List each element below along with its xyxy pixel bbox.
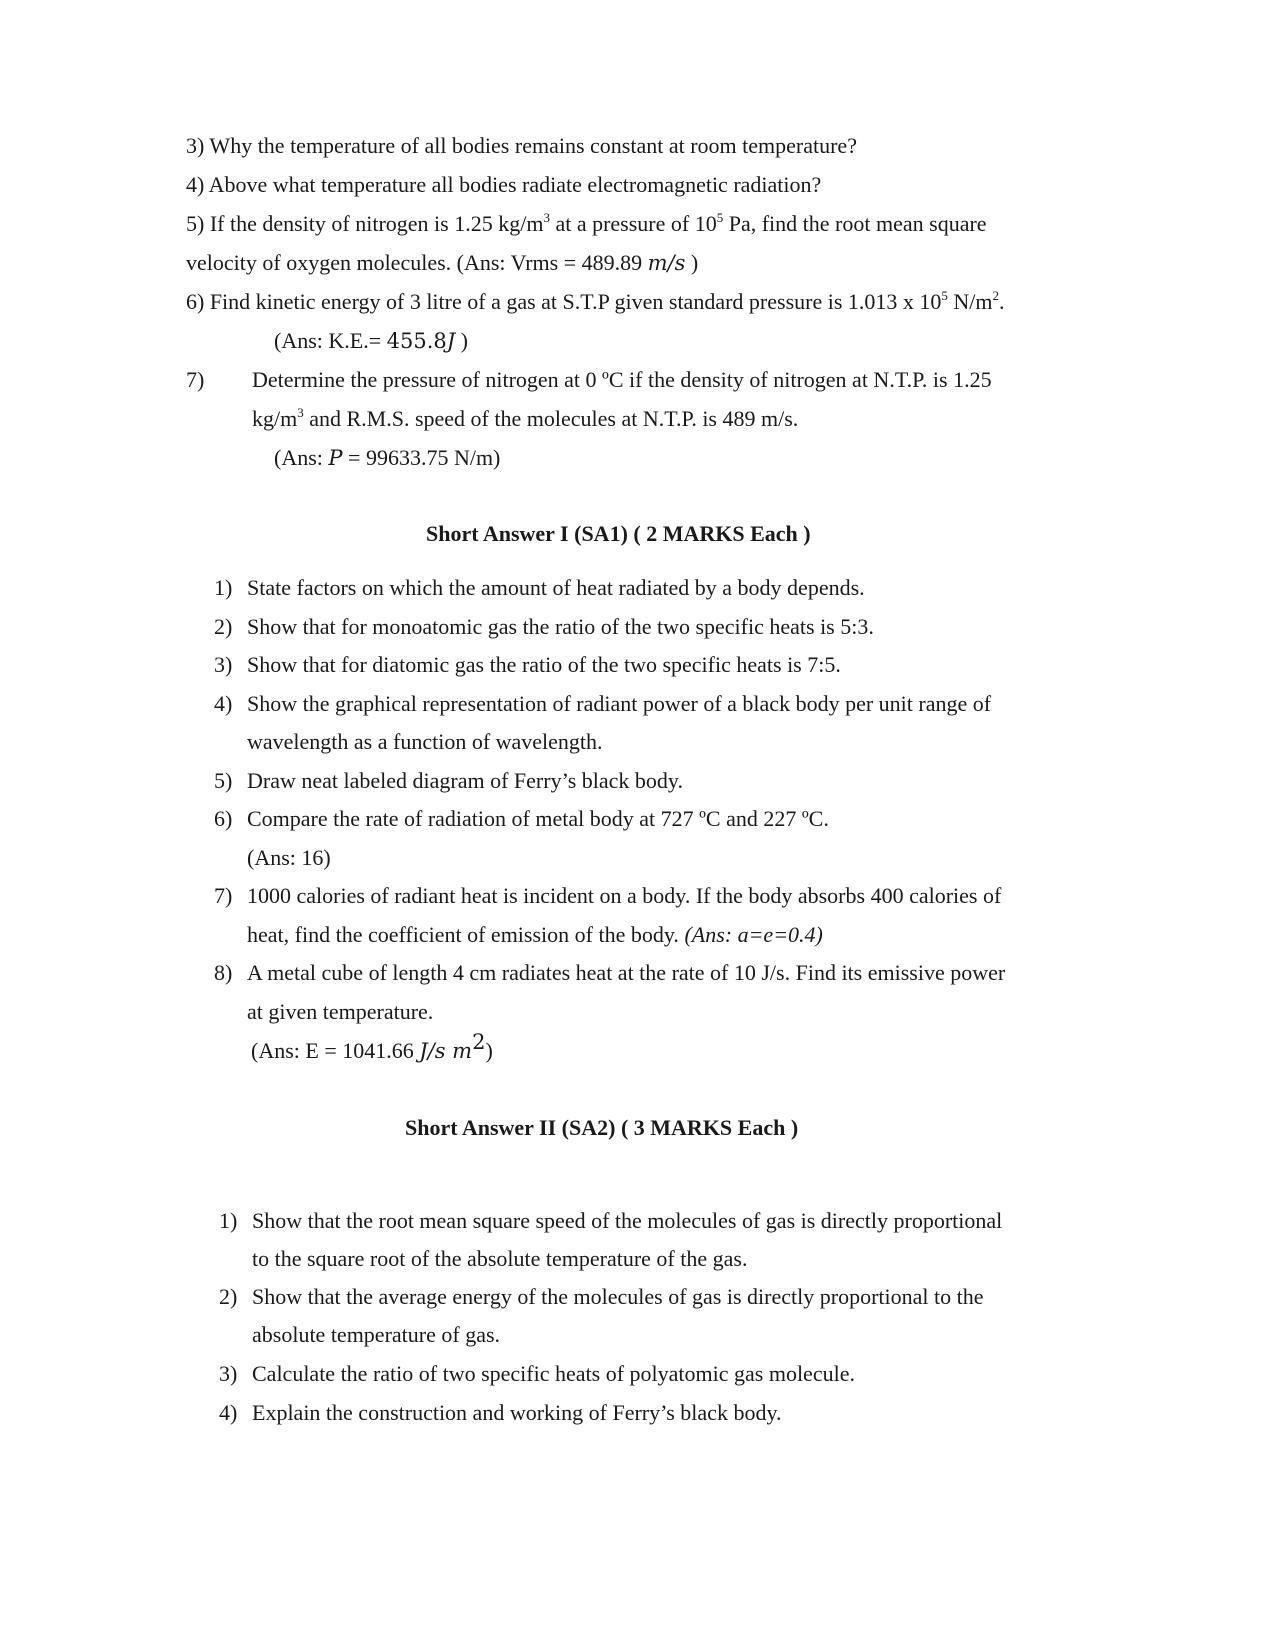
- question-5-line-1: [186, 211, 987, 237]
- sa1-item-3-number: 3): [214, 652, 233, 677]
- sa1-item-4-text: Show the graphical representation of radiant power of a black body per unit range of: [247, 691, 992, 716]
- sa2-item-3-text: Calculate the ratio of two specific heats of polyatomic gas molecule.: [252, 1361, 855, 1386]
- question-7-line-1: Determine the pressure of nitrogen at 0 ºC if the density of nitrogen at N.T.P. is 1.25: [252, 367, 992, 392]
- sa1-item-7-text-2-plain: heat, find the coefficient of emission of the body.: [247, 922, 685, 947]
- sa1-item-4-number: 4): [214, 691, 233, 716]
- q7-text-a: kg/m: [252, 406, 298, 431]
- q5-sup-1: 3: [543, 209, 550, 225]
- question-4: 4) Above what temperature all bodies radiate electromagnetic radiation?: [186, 172, 822, 197]
- question-7-number: 7): [186, 367, 205, 392]
- sa2-item-4-number: 4): [219, 1400, 238, 1425]
- question-5-line-2: [186, 250, 698, 276]
- q5-text-a: 5) If the density of nitrogen is 1.25 kg/m: [186, 211, 544, 236]
- sa1-item-8-number: 8): [214, 960, 233, 985]
- sa1-item-7-text: 1000 calories of radiant heat is incident on a body. If the body absorbs 400 calories of: [247, 883, 1002, 908]
- sa2-item-1-number: 1): [219, 1208, 238, 1233]
- q7-ans-rest: = 99633.75 N/m): [342, 445, 501, 470]
- sa1-item-7-text-2: [247, 922, 823, 948]
- q6-sup-2: 2: [992, 287, 1000, 303]
- q6-ans-num: 455.8: [386, 329, 447, 353]
- q5-answer-end: ): [685, 250, 699, 275]
- sa2-item-2-text: Show that the average energy of the molecules of gas is directly proportional to the: [252, 1284, 984, 1309]
- q7-text-b: and R.M.S. speed of the molecules at N.T.P. is 489 m/s.: [303, 406, 799, 431]
- sa1-item-8-text-2: at given temperature.: [247, 999, 434, 1024]
- sa1-heading: Short Answer I (SA1) ( 2 MARKS Each ): [426, 521, 811, 546]
- sa1-item-8-ans-unit: J/s m: [419, 1039, 473, 1063]
- sa1-item-8-answer: [251, 1029, 493, 1064]
- sa2-item-4-text: Explain the construction and working of Ferry’s black body.: [252, 1400, 782, 1425]
- sa1-item-8-ans-end: ): [485, 1038, 493, 1063]
- sa1-item-6-number: 6): [214, 806, 233, 831]
- sa1-item-1-number: 1): [214, 575, 233, 600]
- sa1-item-8-ans-sup: 2: [472, 1029, 486, 1054]
- question-7-line-2: [252, 406, 798, 432]
- q6-ans-pre: (Ans: K.E.=: [274, 328, 387, 353]
- q5-text-b: at a pressure of 10: [549, 211, 717, 236]
- sa2-item-2-number: 2): [219, 1284, 238, 1309]
- sa1-item-4-text-2: wavelength as a function of wavelength.: [247, 729, 603, 754]
- sa1-item-5-text: Draw neat labeled diagram of Ferry’s black body.: [247, 768, 683, 793]
- q7-sup: 3: [297, 404, 304, 420]
- question-7-answer: [274, 445, 500, 471]
- q5-answer-text: velocity of oxygen molecules. (Ans: Vrms = 489.89: [186, 250, 648, 275]
- sa1-item-6-text: Compare the rate of radiation of metal body at 727 ºC and 227 ºC.: [247, 806, 829, 831]
- sa2-item-1-text-2: to the square root of the absolute temperature of the gas.: [252, 1246, 748, 1271]
- sa1-item-2-number: 2): [214, 614, 233, 639]
- sa2-heading: Short Answer II (SA2) ( 3 MARKS Each ): [405, 1115, 799, 1140]
- question-6-line-1: [186, 289, 1005, 315]
- sa1-item-5-number: 5): [214, 768, 233, 793]
- sa2-item-3-number: 3): [219, 1361, 238, 1386]
- sa1-item-2-text: Show that for monoatomic gas the ratio of the two specific heats is 5:3.: [247, 614, 874, 639]
- sa2-item-1-text: Show that the root mean square speed of the molecules of gas is directly proportional: [252, 1208, 1003, 1233]
- q5-text-c: Pa, find the root mean square: [723, 211, 987, 236]
- sa1-item-3-text: Show that for diatomic gas the ratio of the two specific heats is 7:5.: [247, 652, 841, 677]
- q5-answer-unit: m/s: [647, 251, 686, 275]
- q7-ans-pre: (Ans:: [274, 445, 329, 470]
- sa1-item-6-answer: (Ans: 16): [247, 845, 331, 870]
- sa1-item-1-text: State factors on which the amount of heat radiated by a body depends.: [247, 575, 865, 600]
- q6-text-a: 6) Find kinetic energy of 3 litre of a gas at S.T.P given standard pressure is 1.013 x 10: [186, 289, 942, 314]
- sa1-item-7-number: 7): [214, 883, 233, 908]
- question-6-answer: [274, 328, 468, 354]
- sa1-item-8-text: A metal cube of length 4 cm radiates heat at the rate of 10 J/s. Find its emissive power: [247, 960, 1006, 985]
- q7-ans-var: P: [328, 446, 343, 470]
- q6-sup-1: 5: [941, 287, 948, 303]
- sa2-item-2-text-2: absolute temperature of gas.: [252, 1322, 501, 1347]
- q6-text-c: .: [999, 289, 1005, 314]
- q6-ans-end: ): [455, 328, 468, 353]
- q6-text-b: N/m: [947, 289, 993, 314]
- sa1-item-7-answer: (Ans: a=e=0.4): [684, 922, 823, 947]
- sa1-item-8-ans-pre: (Ans: E = 1041.66: [251, 1038, 420, 1063]
- q6-ans-unit: J: [446, 329, 456, 353]
- question-3: 3) Why the temperature of all bodies remains constant at room temperature?: [186, 133, 857, 158]
- q5-sup-2: 5: [716, 209, 724, 225]
